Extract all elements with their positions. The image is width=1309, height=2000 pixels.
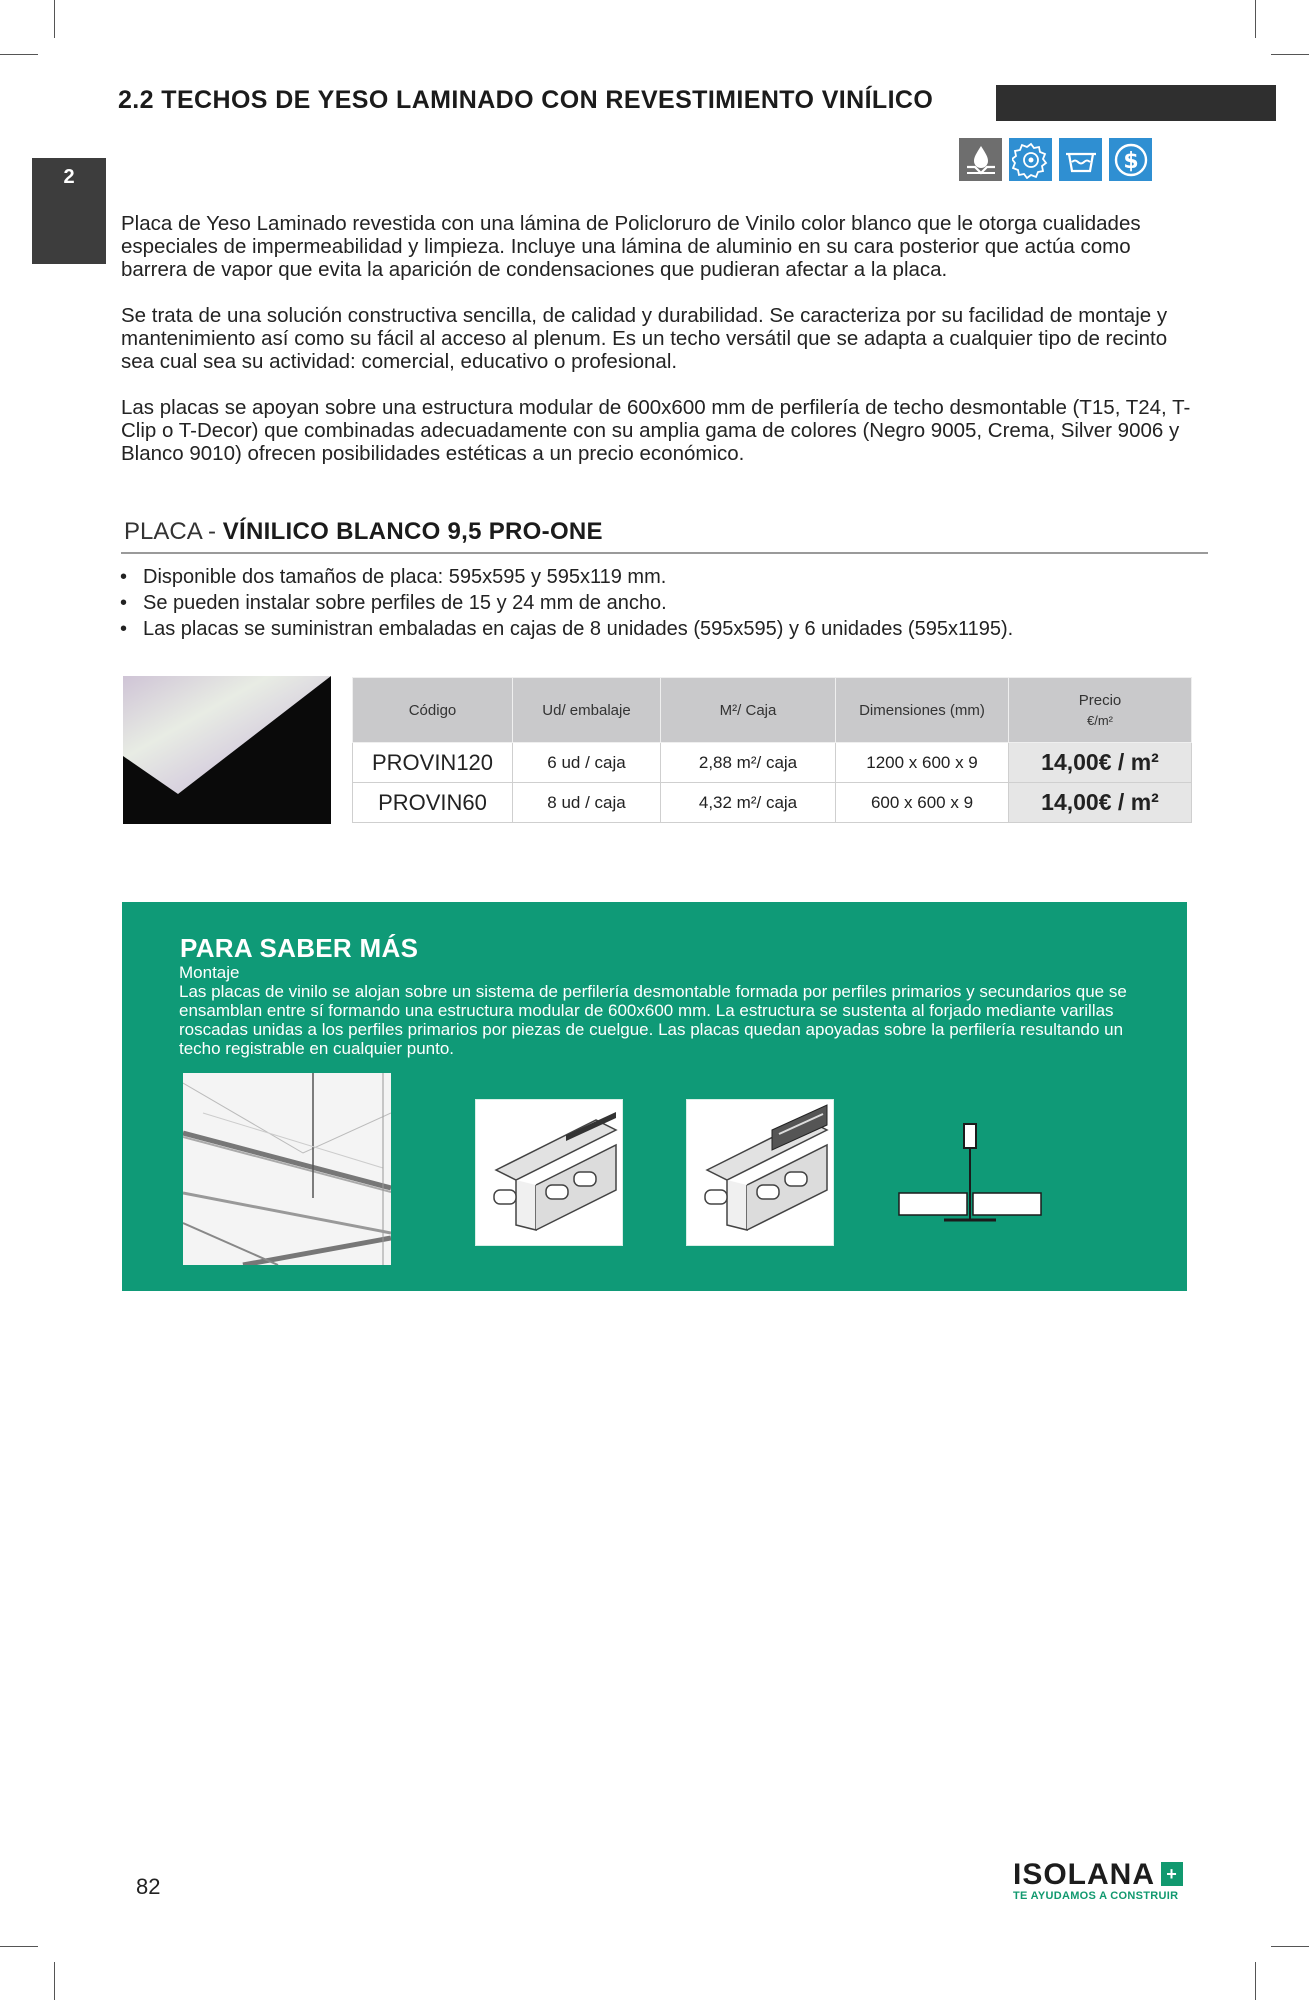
info-text: Las placas de vinilo se alojan sobre un sistema de perfilería desmontable formada por perfiles primarios y secundarios que se ensamblan entre sí formando una estructura modular de 600x600 mm. La estructura se sustenta al forjado mediante varillas roscadas unidas a los perfiles primarios por piezas de cuelgue. Las placas quedan apoyadas sobre la perfilería resultando un techo registrable en cualquier punto. [179,982,1127,1058]
column-header: Código [353,678,513,743]
table-header-row [353,678,1192,743]
crop-mark [0,1946,38,1947]
table-row [353,743,1192,783]
product-prefix: PLACA - [124,518,223,545]
price-table [352,677,1192,823]
table-row [353,783,1192,823]
chapter-tab: 2 [32,158,106,264]
company-logo [1013,1858,1183,1902]
cell-price: 14,00€ / m² [1009,743,1192,783]
crop-mark [54,1962,55,2000]
intro-paragraph: Las placas se apoyan sobre una estructura modular de 600x600 mm de perfilería de techo desmontable (T15, T24, T-Clip o T-Decor) que combinadas adecuadamente con su amplia gama de colores (Negro 9005, Crema, Silver 9006 y Blanco 9010) ofrecen posibilidades estéticas a un precio económico. [121,396,1191,465]
info-title: PARA SABER MÁS [180,933,419,963]
title-decoration-bar [996,85,1276,121]
plus-icon: + [1161,1862,1183,1886]
price-header-label: Precio [1078,692,1122,709]
crop-mark [1271,54,1309,55]
crop-mark [1271,1946,1309,1947]
page-title: 2.2 TECHOS DE YESO LAMINADO CON REVESTIMIENTO VINÍLICO [118,86,934,114]
column-header: Ud/ embalaje [513,678,661,743]
page-number: 82 [136,1874,161,1899]
section-divider [121,552,1208,554]
column-header: M²/ Caja [661,678,836,743]
cell-area: 4,32 m²/ caja [661,783,836,823]
crop-mark [1255,1962,1256,2000]
cell-units: 6 ud / caja [513,743,661,783]
crop-mark [0,54,38,55]
dollar-icon [1109,138,1152,181]
cell-units: 8 ud / caja [513,783,661,823]
cell-dimensions: 1200 x 600 x 9 [836,743,1009,783]
intro-paragraph: Se trata de una solución constructiva sencilla, de calidad y durabilidad. Se caracteriza por su facilidad de montaje y mantenimiento así como su fácil al acceso al plenum. Es un techo versátil que se adapta a cualquier tipo de recinto sea cual sea su actividad: comercial, educativo o profesional. [121,304,1168,373]
washable-icon [1059,138,1102,181]
product-bullets [118,564,1013,642]
info-subtitle: Montaje [179,963,240,982]
logo-text: ISOLANA [1013,1858,1155,1891]
intro-paragraph: Placa de Yeso Laminado revestida con una lámina de Policloruro de Vinilo color blanco que le otorga cualidades especiales de impermeabilidad y limpieza. Incluye una lámina de aluminio en su cara posterior que actúa como barrera de vapor que evita la aparición de condensaciones que pudieran afectar a la placa. [121,212,1141,281]
list-item: • Disponible dos tamaños de placa: 595x595 y 595x119 mm. [118,564,1013,590]
logo-tagline: TE AYUDAMOS A CONSTRUIR [1013,1890,1179,1902]
product-heading [124,518,603,546]
crop-mark [54,0,55,38]
cell-dimensions: 600 x 600 x 9 [836,783,1009,823]
water-resistance-icon [959,138,1002,181]
price-header-unit: €/m² [1087,713,1113,728]
cell-price: 14,00€ / m² [1009,783,1192,823]
ceiling-grid-illustration [183,1073,391,1265]
list-item: • Se pueden instalar sobre perfiles de 15 y 24 mm de ancho. [118,590,1013,616]
cell-area: 2,88 m²/ caja [661,743,836,783]
column-header: Dimensiones (mm) [836,678,1009,743]
svg-text:$: $ [1122,148,1139,174]
t-profile-illustration [475,1099,623,1246]
column-header-price [1009,678,1192,743]
feature-icons [959,138,1152,181]
gear-badge-icon [1009,138,1052,181]
product-image [123,676,331,824]
product-name: VÍNILICO BLANCO 9,5 PRO-ONE [222,518,603,545]
t-clip-profile-illustration [686,1099,834,1246]
cell-code: PROVIN60 [353,783,513,823]
intro-text [121,212,1191,488]
cell-code: PROVIN120 [353,743,513,783]
crop-mark [1255,0,1256,38]
info-box [122,902,1187,1291]
suspension-section-illustration [894,1119,1044,1229]
list-item: • Las placas se suministran embaladas en cajas de 8 unidades (595x595) y 6 unidades (595x1195). [118,616,1013,642]
